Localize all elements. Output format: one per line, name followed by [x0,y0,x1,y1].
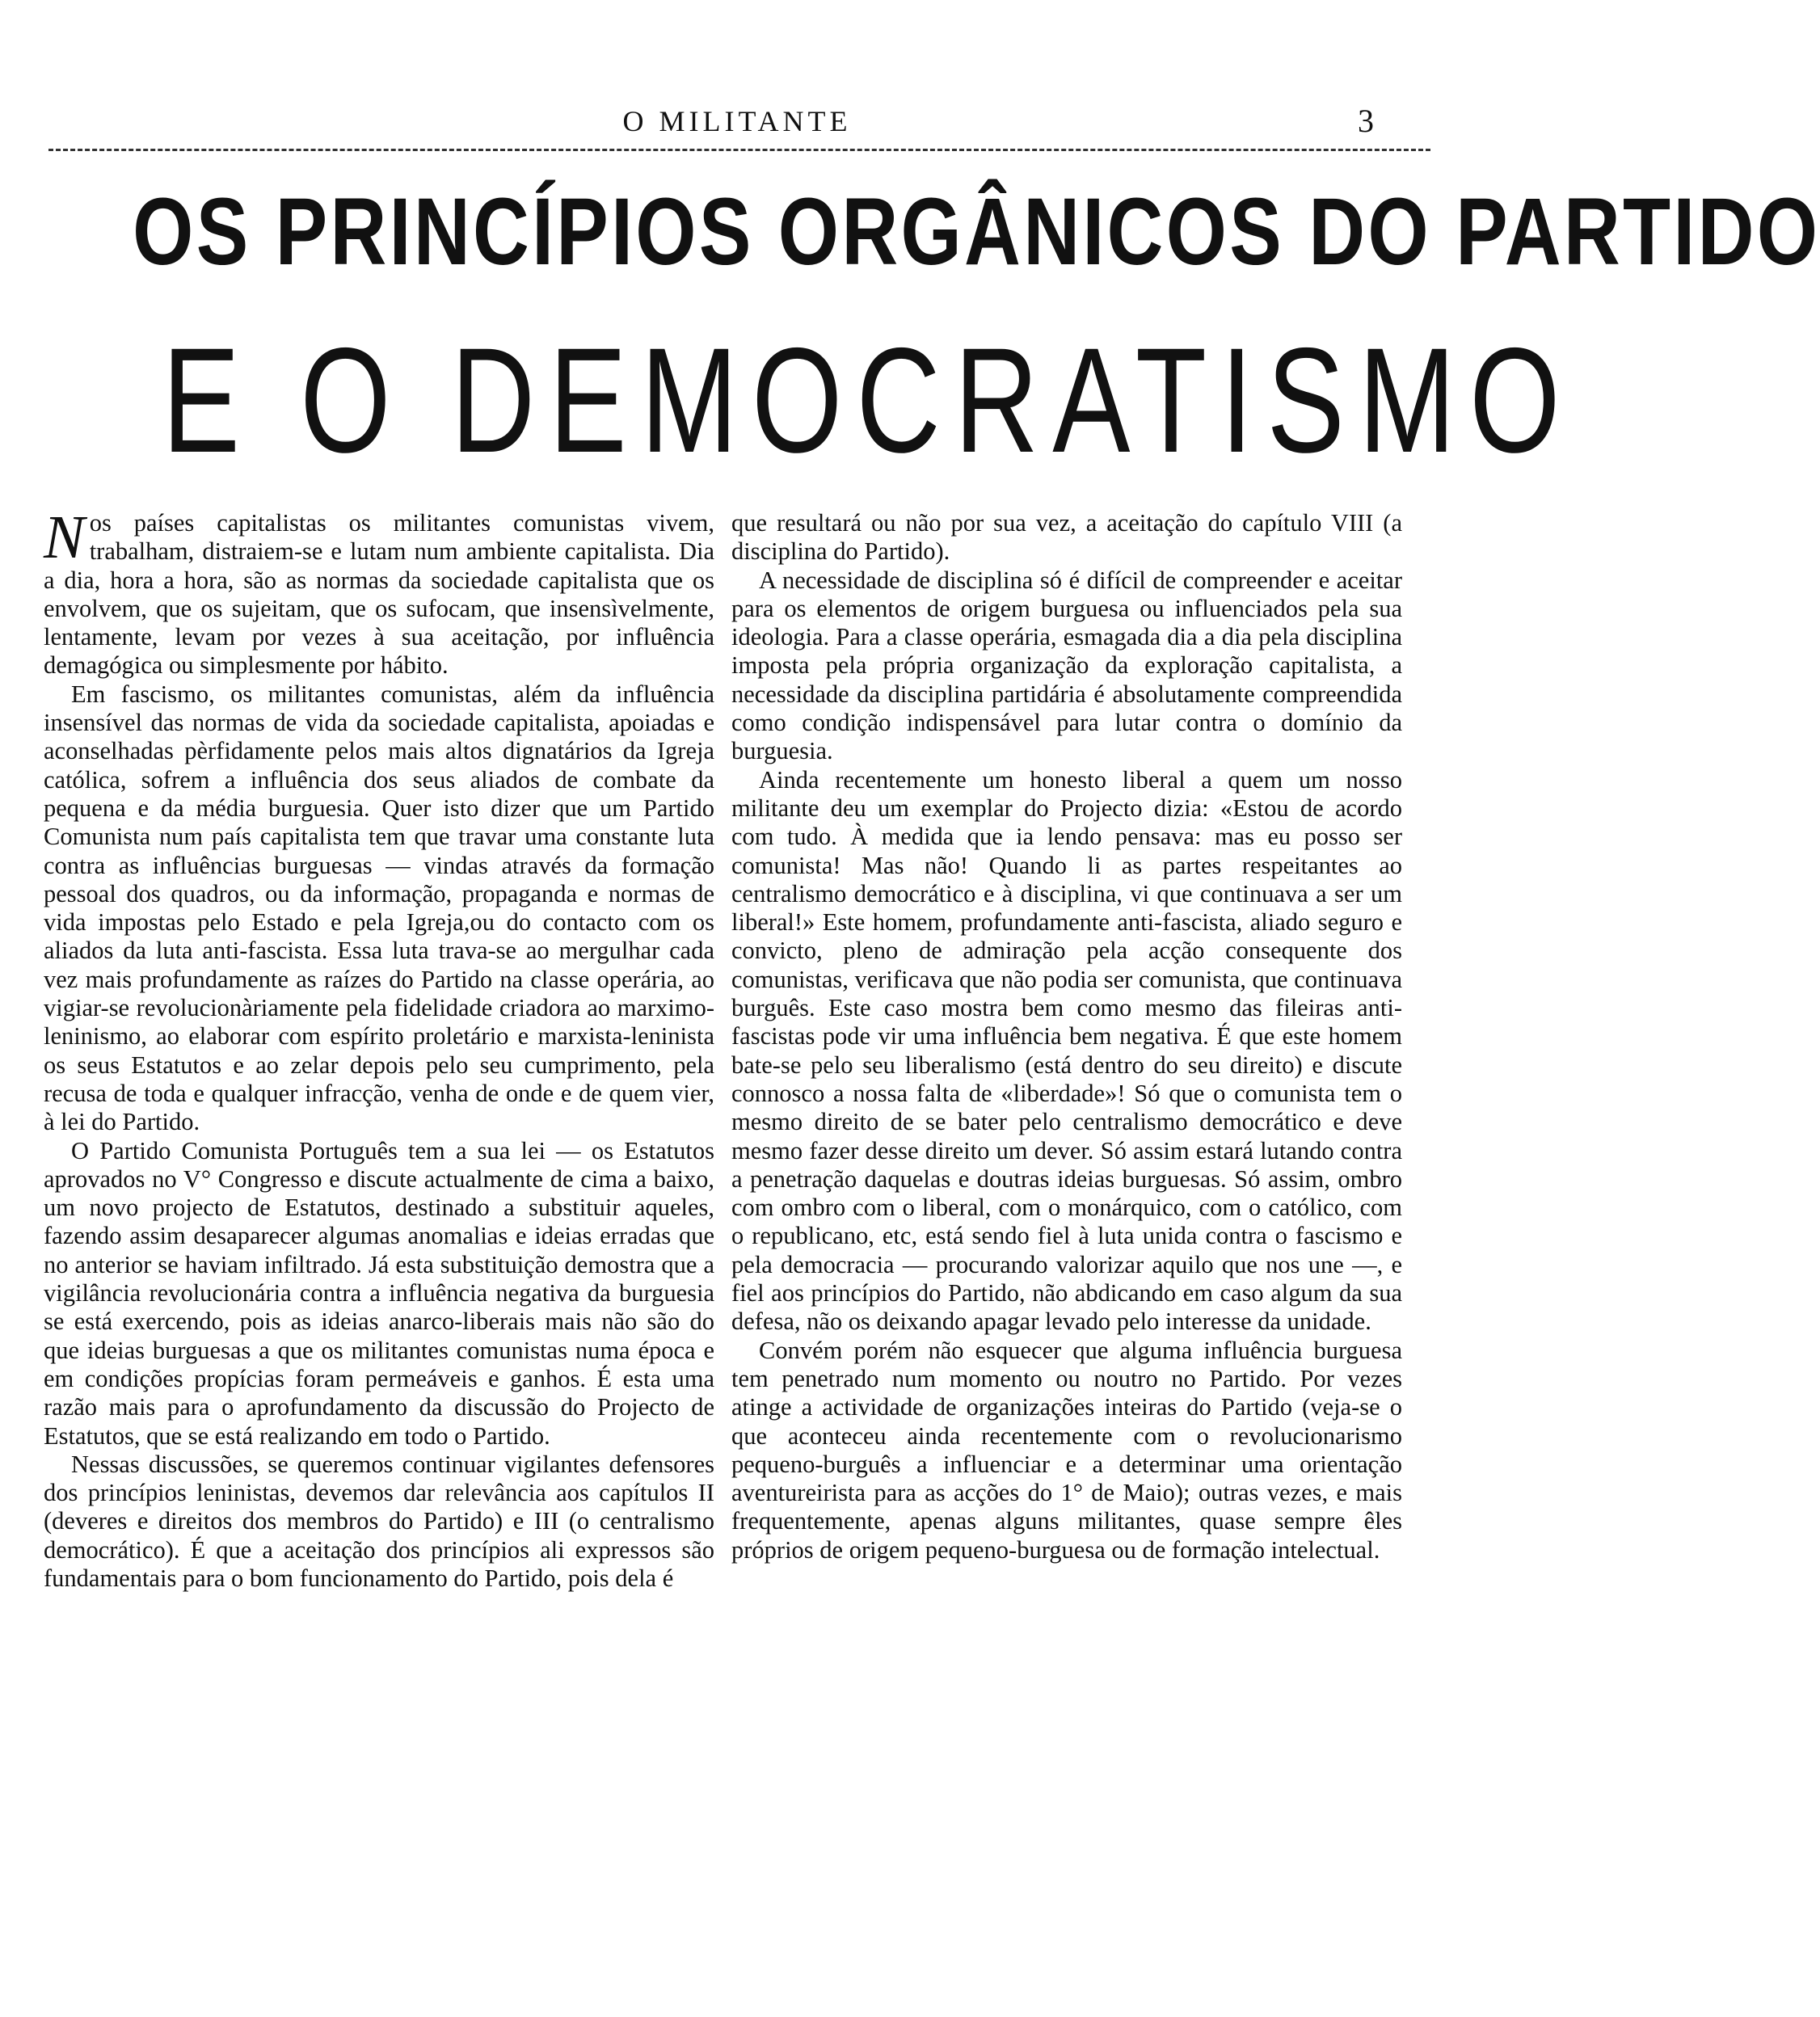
article-paragraph: Ainda recentemente um honesto liberal a quem um nosso militante deu um exemplar do Projecto dizia: «Estou de acordo com tudo. À medida que ia lendo pensava: mas eu posso ser comunista! Mas não! Quando li as partes respeitantes ao centralismo democrático e à disciplina, vi que continuava a ser um liberal!» Este homem, profundamente anti-fascista, aliado seguro e convicto, pleno de admiração pela acção consequente dos comunistas, verificava que não podia ser comunista, que continuava burguês. Este caso mostra bem como mesmo das fileiras anti-fascistas pode vir uma influência bem negativa. É que este homem bate-se pelo seu liberalismo (está dentro do seu direito) e discute connosco a nossa falta de «liberdade»! Só que o comunista tem o mesmo direito de se bater pelo centralismo democrático e deve mesmo fazer desse direito um dever. Só assim estará lutando contra a penetração daquelas e doutras ideias burguesas. Só assim, ombro com ombro com o liberal, com o monárquico, com o católico, com o republicano, etc, está sendo fiel à luta unida contra o fascismo e pela democracia — procurando valorizar aquilo que nos une —, e fiel aos princípios do Partido, não abdicando em caso algum da sua defesa, não os deixando apagar levado pelo interesse da unidade. [731,765,1403,1336]
publication-title: O MILITANTE [622,105,852,137]
running-header [0,103,1474,142]
page-number: 3 [1358,103,1374,139]
article-paragraph: Convém porém não esquecer que alguma influência burguesa tem penetrado num momento ou noutro no Partido. Por vezes atinge a actividade de organizações inteiras do Partido (veja-se o que aconteceu ainda recentemente com o revolucionarismo pequeno-burguês a influenciar e a determinar uma orientação aventureirista para as acções do 1° de Maio); outras vezes, e mais frequentemente, apenas alguns militantes, quase sempre êles próprios de origem pequeno-burguesa ou de formação intelectual. [731,1336,1402,1564]
header-divider [48,149,1430,151]
headline-line-1: OS PRINCÍPIOS ORGÂNICOS DO PARTIDO [133,179,1820,285]
drop-cap: N [44,503,85,571]
paragraph-text: os países capitalistas os militantes comunistas vivem, trabalham, distraiem-se e lutam num ambiente capitalista. Dia a dia, hora a hora, são as normas da sociedade capitalista que os envolvem, que os sujeitam, que os sufocam, que insensìvelmente, lentamente, levam por vezes à sua aceitação, por influência demagógica ou simplesmente por hábito. [44,509,714,680]
headline-line-2: E O DEMOCRATISMO [162,318,1574,484]
article-paragraph: Nessas discussões, se queremos continuar vigilantes defensores dos princípios leninistas, devemos dar relevância aos capítulos II (deveres e direitos dos membros do Partido) e III (o centralismo democrático). É que a aceitação dos princípios ali expressos são fundamentais para o bom funcionamento do Partido, pois dela é [44,1450,714,1592]
article-paragraph: Em fascismo, os militantes comunistas, além da influência insensível das normas de vida da sociedade capitalista, apoiadas e aconselhadas pèrfidamente pelos mais altos dignatários da Igreja católica, sofrem a influência dos seus aliados de combate da pequena e da média burguesia. Quer isto dizer que um Partido Comunista num país capitalista tem que travar uma constante luta contra as influências burguesas — vindas através da formação pessoal dos quadros, ou da informação, propaganda e normas de vida impostas pelo Estado e pela Igreja,ou do contacto com os aliados da luta anti-fascista. Essa luta trava-se ao mergulhar cada vez mais profundamente as raízes do Partido na classe operária, ao vigiar-se revolucionàriamente pela fidelidade criadora ao marximo-leninismo, ao elaborar com espírito proletário e marxista-leninista os seus Estatutos e ao zelar depois pelo seu cumprimento, pela recusa de toda e qualquer infracção, venha de onde e de quem vier, à lei do Partido. [44,680,714,1136]
article-paragraph: O Partido Comunista Português tem a sua lei — os Estatutos aprovados no V° Congresso e discute actualmente de cima a baixo, um novo projecto de Estatutos, destinado a substituir aqueles, fazendo assim desaparecer algumas anomalias e ideias erradas que no anterior se haviam infiltrado. Já esta substituição demostra que a vigilância revolucionária contra a influência negativa da burguesia se está exercendo, pois as ideias anarco-liberais mais não são do que ideias burguesas a que os militantes comunistas numa época e em condições propícias foram permeáveis e ganhos. É esta uma razão mais para o aprofundamento da discussão do Projecto de Estatutos, que se está realizando em todo o Partido. [44,1136,714,1450]
article-paragraph [44,503,714,680]
article-column-right [731,509,1402,1996]
article-column-left [44,503,714,1996]
article-paragraph: A necessidade de disciplina só é difícil de compreender e aceitar para os elementos de origem burguesa ou influenciados pela sua ideologia. Para a classe operária, esmagada dia a dia pela disciplina imposta pela própria organização da exploração capitalista, a necessidade da disciplina partidária é absolutamente compreendida como condição indispensável para lutar contra o domínio da burguesia. [731,566,1402,765]
article-paragraph: que resultará ou não por sua vez, a aceitação do capítulo VIII (a disciplina do Partido). [731,509,1402,566]
